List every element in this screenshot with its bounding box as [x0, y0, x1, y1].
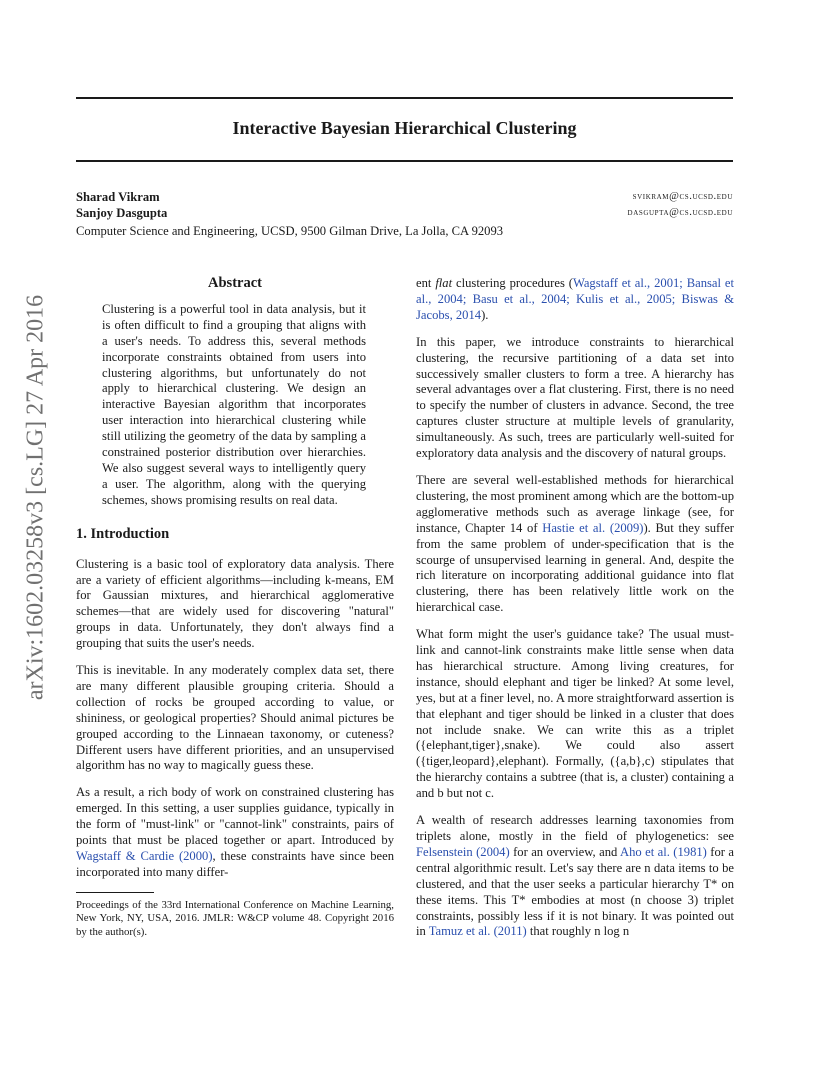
- text-span: As a result, a rich body of work on constrained clustering has emerged. In this setting, a user supplies guidance, typically in the form of "must-link" or "cannot-link" constraints, pairs of points that must be placed together or apart. Introduced by: [76, 785, 394, 848]
- body-paragraph: [416, 276, 734, 324]
- text-span: , these constraints have since been incorporated into many differ-: [76, 849, 394, 879]
- author-row: [76, 205, 733, 221]
- title-bottom-rule: [76, 160, 733, 162]
- citation-link[interactable]: Tamuz et al. (2011): [428, 924, 527, 939]
- citation-link[interactable]: Felsenstein (2004): [416, 844, 510, 859]
- right-column: [416, 276, 734, 951]
- intro-paragraph: Clustering is a basic tool of exploratory data analysis. There are a variety of efficient algorithms—including k-means, EM for Gaussian mixtures, and hierarchical agglomerative schemes—that are widely used for discovering "natural" groups in data. Unfortunately, they don't always find a grouping that suits the user's needs.: [76, 556, 394, 651]
- author-block: [76, 189, 733, 239]
- citation-link[interactable]: Wagstaff & Cardie (2000): [76, 849, 213, 863]
- text-span: for an overview, and: [509, 844, 621, 859]
- text-span: for a central algorithmic result. Let's say there are n data items to be clustered, and that the user seeks a particular hierarchy T* on these items. This T* embodies at most (n choose 3) triplet constraints, possibly less if it is not binary. It was pointed out in: [416, 844, 735, 939]
- text-span: ). But they suffer from the same problem of under-specification that is the scourge of unsupervised learning in general. And, despite the rich literature on incorporating additional guidance into flat clustering, there has been relatively little work on the hierarchical case.: [416, 520, 734, 615]
- intro-paragraph: This is inevitable. In any moderately complex data set, there are many different plausible grouping criteria. Should a collection of rocks be grouped according to value, or shininess, or geological properties? Should animal pictures be grouped according to the Linnaean taxonomy, or cuteness? Different users have different priorities, and an unsupervised algorithm has no way to magically guess these.: [76, 663, 394, 773]
- body-paragraph: In this paper, we introduce constraints to hierarchical clustering, the recursive partitioning of a data set into successively smaller clusters to form a tree. A hierarchy has several advantages over a flat clustering. First, there is no need to specify the number of clusters in advance. Second, the tree captures cluster structure at multiple levels of granularity, simultaneously. As such, trees are particularly well-suited for exploratory data analysis and the discovery of natural groups.: [416, 334, 734, 461]
- emphasis: flat: [435, 276, 453, 290]
- body-paragraph: What form might the user's guidance take? The usual must-link and cannot-link constraints make little sense when data has hierarchical structure. Among living creatures, for instance, should elephant and tiger be linked? At some level, yes, but at a finer level, no. A more straightforward assertion is that elephant and tiger should be linked in a cluster that does not include snake. We can write this as a triplet ({elephant,tiger},snake). We could also assert ({tiger,leopard},elephant). Formally, ({a,b},c) stipulates that the hierarchy contains a subtree (that is, a cluster) containing a and b but not c.: [416, 627, 734, 801]
- left-column: [76, 276, 394, 939]
- citation-link[interactable]: Hastie et al. (2009): [542, 520, 644, 535]
- author-name: Sharad Vikram: [76, 190, 160, 204]
- body-paragraph: [416, 813, 734, 940]
- affiliation: Computer Science and Engineering, UCSD, 9500 Gilman Drive, La Jolla, CA 92093: [76, 224, 504, 238]
- footnote: Proceedings of the 33rd International Conference on Machine Learning, New York, NY, USA, 2016. JMLR: W&CP volume 48. Copyright 2016 by the author(s).: [76, 898, 394, 938]
- intro-paragraph: [76, 785, 394, 880]
- citation-link[interactable]: Aho et al. (1981): [620, 844, 707, 859]
- text-span: that roughly n log n: [526, 924, 630, 939]
- citation-link[interactable]: Wagstaff et al., 2001; Bansal et al., 2004; Basu et al., 2004; Kulis et al., 2005; Biswas & Jacobs, 2014: [416, 276, 734, 322]
- text-span: ).: [481, 307, 489, 322]
- body-paragraph: [416, 473, 734, 616]
- abstract-heading: Abstract: [208, 275, 262, 291]
- section-heading: 1. Introduction: [76, 525, 170, 542]
- text-span: ent: [416, 276, 436, 290]
- abstract-text: Clustering is a powerful tool in data analysis, but it is often difficult to find a grouping that aligns with a user's needs. To address this, several methods incorporate constraints obtained from users into clustering algorithms, but unfortunately do not apply to hierarchical clustering. We design an interactive Bayesian algorithm that incorporates user interaction into hierarchical clustering while still utilizing the geometry of the data by sampling a constrained posterior distribution over hierarchies. We also suggest several ways to intelligently query a user. The algorithm, along with the querying schemes, shows promising results on real data.: [102, 301, 366, 507]
- text-span: clustering procedures (: [452, 276, 573, 290]
- arxiv-stamp-text: arXiv:1602.03258v3 [cs.LG] 27 Apr 2016: [22, 294, 49, 701]
- author-email: dasgupta@cs.ucsd.edu: [627, 207, 733, 218]
- top-rule: [76, 97, 733, 99]
- footnote-rule: [76, 892, 154, 893]
- text-span: A wealth of research addresses learning taxonomies from triplets alone, mostly in the field of phylogenetics: see: [416, 813, 734, 843]
- text-span: There are several well-established methods for hierarchical clustering, the most prominent among which are the bottom-up agglomerative methods such as average linkage (see, for instance, Chapter 14 of: [416, 472, 734, 535]
- paper-title: Interactive Bayesian Hierarchical Clustering: [232, 118, 577, 138]
- author-email: svikram@cs.ucsd.edu: [632, 191, 733, 202]
- author-row: [76, 189, 733, 205]
- author-name: Sanjoy Dasgupta: [76, 206, 168, 220]
